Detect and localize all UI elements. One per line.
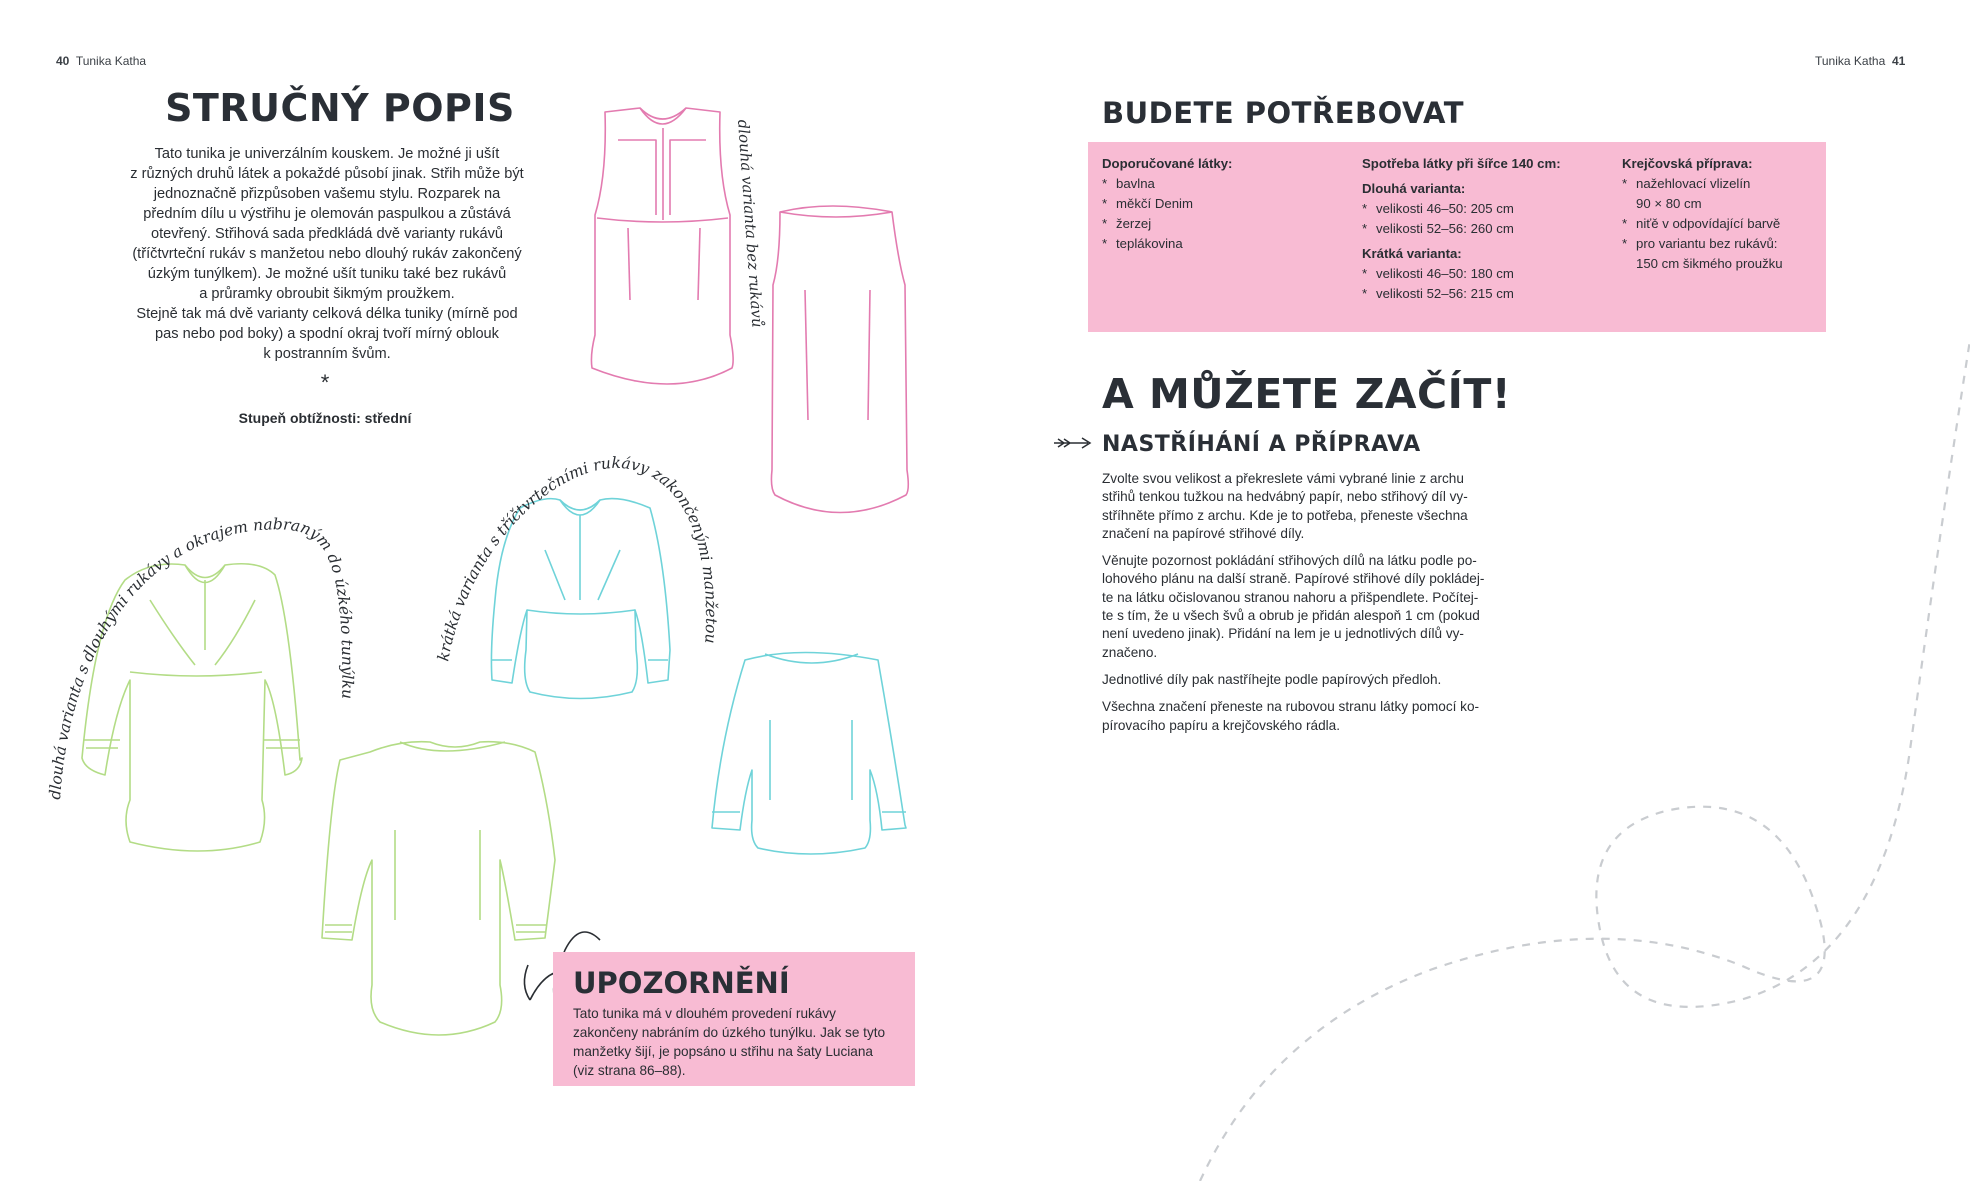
summary-line: a průramky obroubit šikmým proužkem. xyxy=(199,286,455,302)
summary-line: pas nebo pod boky) a spodní okraj tvoří mírný oblouk xyxy=(155,326,499,342)
short-variant-heading: Krátká varianta: xyxy=(1362,246,1462,261)
short-sleeve-caption: krátká varianta s tříčtvrtečními rukávy zakončenými manžetou xyxy=(434,453,721,663)
consumption-label: velikosti 52–56: 215 cm xyxy=(1376,286,1514,301)
cutting-subtitle: NASTŘÍHÁNÍ A PŘÍPRAVA xyxy=(1102,432,1421,457)
warning-line: manžetky šijí, je popsáno u střihu na šaty Luciana xyxy=(573,1044,873,1059)
short-sleeve-front-sketch xyxy=(491,499,670,699)
summary-line: Stejně tak má dvě varianty celková délka tuniky (mírně pod xyxy=(136,306,518,322)
sleeveless-front-sketch xyxy=(591,108,733,384)
tailoring-label-line2: 150 cm šikmého proužku xyxy=(1636,256,1783,271)
text-line: není uvedeno jinak). Přidání na lem je u jednotlivých dílů vy- xyxy=(1102,626,1464,642)
fabric-label: žerzej xyxy=(1116,216,1152,231)
fabric-label: měkčí Denim xyxy=(1116,196,1193,211)
tailoring-item xyxy=(1622,234,1822,274)
warning-title: UPOZORNĚNÍ xyxy=(573,966,790,1000)
text-line: stříhněte přímo z archu. Kde je to potřeba, přeneste všechna xyxy=(1102,507,1468,523)
warning-line: Tato tunika má v dlouhém provedení rukávy xyxy=(573,1006,836,1021)
consumption-label: velikosti 46–50: 205 cm xyxy=(1376,201,1514,216)
consumption-label: velikosti 46–50: 180 cm xyxy=(1376,266,1514,281)
fabric-item xyxy=(1102,234,1352,254)
warning-line: zakončeny nabráním do úzkého tunýlku. Jak se tyto xyxy=(573,1025,886,1040)
text-line: střihů tenkou tužkou na hedvábný papír, nebo střihový díl vy- xyxy=(1102,489,1468,505)
text-line: pírovacího papíru a krejčovského rádla. xyxy=(1102,717,1341,733)
star-icon: * xyxy=(1102,216,1108,231)
text-line: značení na papírové střihové díly. xyxy=(1102,525,1305,541)
summary-line: (tříčtvrteční rukáv s manžetou nebo dlouhý rukáv zakončený xyxy=(132,246,522,262)
tailoring-item xyxy=(1622,214,1822,234)
summary-line: předním dílu u výstřihu je olemován paspulkou a zůstává xyxy=(143,206,511,222)
summary-line: k postranním švům. xyxy=(263,346,391,362)
star-icon: * xyxy=(1622,236,1628,251)
fabric-item xyxy=(1102,174,1352,194)
difficulty-label: Stupeň obtížnosti: střední xyxy=(238,410,412,426)
tailoring-label: niťě v odpovídající barvě xyxy=(1636,216,1781,231)
text-line: značeno. xyxy=(1102,644,1158,660)
tailoring-column xyxy=(1622,154,1822,274)
star-icon: * xyxy=(1102,236,1108,251)
tailoring-label xyxy=(1636,174,1750,214)
running-title-left: Tunika Katha xyxy=(75,54,147,68)
tailoring-heading: Krejčovská příprava: xyxy=(1622,156,1753,171)
consumption-column xyxy=(1362,154,1612,304)
summary-line: z různých druhů látek a pokaždé působí jinak. Střih může být xyxy=(130,166,524,182)
folio-right xyxy=(1815,54,1905,68)
consumption-item xyxy=(1362,264,1612,284)
sleeveless-back-sketch xyxy=(771,206,908,513)
star-icon: * xyxy=(1622,176,1628,191)
text-line: Jednotlivé díly pak nastříhejte podle papírových předloh. xyxy=(1102,671,1442,687)
start-title: A MŮŽETE ZAČÍT! xyxy=(1102,370,1512,418)
star-icon: * xyxy=(1102,176,1108,191)
consumption-item xyxy=(1362,219,1612,239)
text-line: Všechna značení přeneste na rubovou stranu látky pomocí ko- xyxy=(1102,699,1480,715)
fabric-label: bavlna xyxy=(1116,176,1155,191)
warning-box xyxy=(553,952,915,1086)
fabric-item xyxy=(1102,194,1352,214)
summary-line: Tato tunika je univerzálním kouskem. Je možné ji ušít xyxy=(154,146,500,162)
tailoring-item xyxy=(1622,174,1822,214)
tailoring-label-line1: pro variantu bez rukávů: xyxy=(1636,236,1778,251)
needs-box xyxy=(1088,142,1826,332)
consumption-label: velikosti 52–56: 260 cm xyxy=(1376,221,1514,236)
text-line: te na látku očislovanou stranou nahoru a přišpendlete. Počítej- xyxy=(1102,589,1479,605)
consumption-heading: Spotřeba látky při šířce 140 cm: xyxy=(1362,156,1561,171)
dashed-thread-decoration xyxy=(1180,330,1970,1181)
summary-title: STRUČNÝ POPIS xyxy=(165,86,515,130)
needs-title: BUDETE POTŘEBOVAT xyxy=(1102,96,1464,130)
star-icon: * xyxy=(1362,221,1368,236)
summary-line: otevřený. Střihová sada předkládá dvě varianty rukávů xyxy=(150,226,504,242)
star-icon: * xyxy=(1102,196,1108,211)
summary-line: jednoznačně přizpůsoben vašemu stylu. Rozparek na xyxy=(153,186,501,202)
text-line: te s tím, že u všech švů a obrub je přidán alespoň 1 cm (pokud xyxy=(1102,608,1480,624)
star-icon: * xyxy=(1362,266,1368,281)
fabric-item xyxy=(1102,214,1352,234)
tailoring-label xyxy=(1636,234,1783,274)
tailoring-label-line2: 90 × 80 cm xyxy=(1636,196,1702,211)
long-sleeve-caption: dlouhá varianta s dlouhými rukávy a okrajem nabraným do úzkého tunýlku xyxy=(46,515,357,801)
text-line: Zvolte svou velikost a překreslete vámi vybrané linie z archu xyxy=(1102,471,1464,486)
page-number-left: 40 xyxy=(56,54,70,68)
consumption-item xyxy=(1362,199,1612,219)
text-line: Věnujte pozornost pokládání střihových dílů na látku podle po- xyxy=(1102,553,1477,569)
tailoring-label-line1: nažehlovací vlizelín xyxy=(1636,176,1751,191)
long-variant-heading: Dlouhá varianta: xyxy=(1362,181,1466,196)
fabrics-column xyxy=(1102,154,1352,254)
sleeveless-caption: dlouhá varianta bez rukávů xyxy=(734,119,767,329)
fabrics-heading: Doporučované látky: xyxy=(1102,156,1233,171)
fabric-label: teplákovina xyxy=(1116,236,1183,251)
short-sleeve-back-sketch xyxy=(712,653,906,855)
star-separator: * xyxy=(320,370,330,395)
star-icon: * xyxy=(1362,286,1368,301)
text-line: lohového plánu na další straně. Papírové střihové díly pokládej- xyxy=(1102,571,1485,587)
consumption-item xyxy=(1362,284,1612,304)
star-icon: * xyxy=(1622,216,1628,231)
star-icon: * xyxy=(1362,201,1368,216)
running-title-right: Tunika Katha xyxy=(1815,54,1886,68)
arrow-right-icon xyxy=(1054,436,1094,450)
summary-line: úzkým tunýlkem). Je možné ušít tuniku také bez rukávů xyxy=(147,266,507,282)
warning-line: (viz strana 86–88). xyxy=(573,1063,686,1078)
warning-text xyxy=(573,1004,903,1080)
long-sleeve-back-sketch xyxy=(322,742,555,1035)
page-number-right: 41 xyxy=(1891,54,1906,68)
